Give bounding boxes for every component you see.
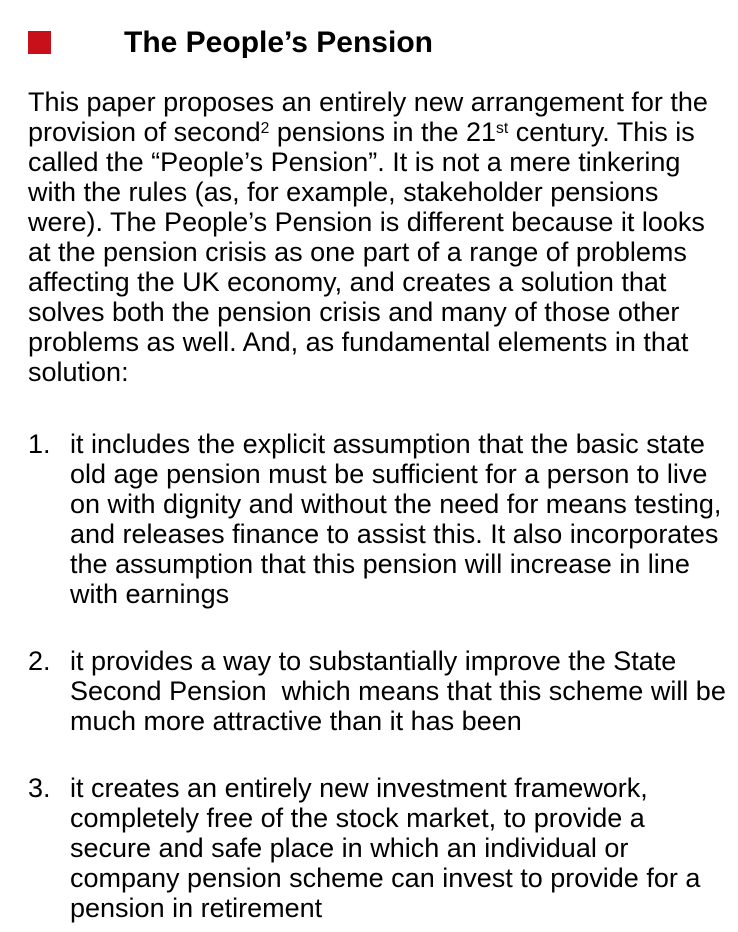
page-title: The People’s Pension [124,26,433,59]
list-item-text: it provides a way to substantially improve the State Second Pension which means that this scheme will be much more attractive than it has been [70,646,734,736]
list-item-number: 3. [28,773,51,803]
list-item [28,646,734,736]
list-item [28,773,730,923]
intro-paragraph: This paper proposes an entirely new arrangement for the provision of second$^2$ pensions in the 21st century. This is called the “People’s Pension”. It is not a mere tinkering with the rules (as, for example, stakeholder pensions were). The People’s Pension is different because it looks at the pension crisis as one part of a range of problems affecting the UK economy, and creates a solution that solves both the pension crisis and many of those other problems as well. And, as fundamental elements in that solution: [28,87,708,387]
list-item [28,429,730,609]
list-item-number: 1. [28,429,51,459]
list-item-text: it creates an entirely new investment framework, completely free of the stock market, to provide a secure and safe place in which an individual or company pension scheme can invest to provide for a pension in retirement [70,773,708,923]
title-row [28,27,738,59]
list-item-text: it includes the explicit assumption that the basic state old age pension must be sufficient for a person to live on with dignity and without the need for means testing, and releases finance to assist this. It also incorporates the assumption that this pension will increase in line with earnings [70,429,729,609]
list-item-number: 2. [28,646,51,676]
red-square-bullet [28,31,51,54]
numbered-list [28,429,734,923]
